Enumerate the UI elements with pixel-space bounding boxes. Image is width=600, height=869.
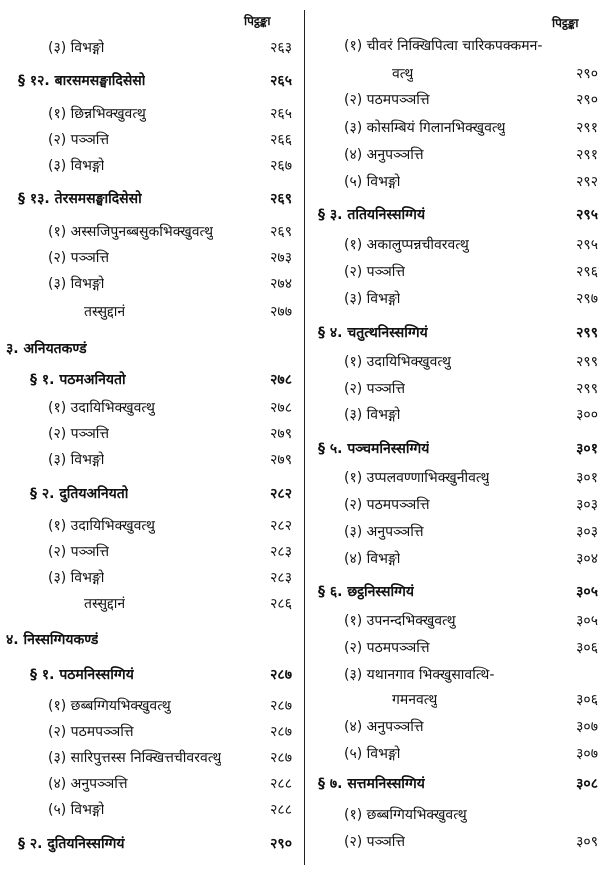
toc-entry-title: (३) विभङ्गो — [344, 291, 401, 307]
toc-item — [0, 154, 300, 178]
toc-page-number: ३०४ — [576, 551, 598, 567]
toc-page-number: २६६ — [270, 132, 292, 148]
toc-entry-title: (४) अनुपञ्ञत्ति — [344, 719, 424, 735]
toc-item — [312, 663, 600, 687]
toc-page-number: २६९ — [270, 191, 292, 207]
toc-summary — [0, 592, 300, 616]
toc-item — [312, 403, 600, 427]
toc-item — [312, 547, 600, 571]
toc-page-number: २६७ — [270, 158, 292, 174]
toc-entry-title: (५) विभङ्गो — [48, 802, 105, 818]
toc-entry-title: § ६. छट्ठनिस्सग्गियं — [318, 584, 415, 600]
toc-entry-title: (४) विभङ्गो — [344, 551, 401, 567]
toc-item — [0, 514, 300, 538]
toc-page-number: २९६ — [576, 264, 598, 280]
toc-item — [0, 798, 300, 822]
page-column-header: पिट्ठङ्का — [244, 14, 271, 28]
toc-page-number: २८३ — [270, 570, 292, 586]
toc-entry-title: (२) पठमपञ्ञत्ति — [344, 640, 430, 656]
toc-page-number: २७८ — [270, 372, 292, 388]
toc-entry-title: (१) छब्बग्गियभिक्खुवत्थु — [48, 698, 171, 714]
toc-page-number: २९० — [576, 66, 598, 82]
toc-section — [312, 580, 600, 604]
toc-page-number: २९९ — [576, 325, 598, 341]
toc-entry-title: ४. निस्सग्गियकण्डं — [6, 632, 99, 648]
toc-entry-title: (४) अनुपञ्ञत्ति — [344, 147, 424, 163]
toc-item — [312, 143, 600, 167]
toc-page-number: २८७ — [270, 750, 292, 766]
toc-item — [312, 377, 600, 401]
toc-item — [0, 272, 300, 296]
toc-entry-title: (१) अकालुप्पन्नचीवरवत्थु — [344, 237, 469, 253]
toc-item — [0, 220, 300, 244]
toc-item — [312, 116, 600, 140]
page-column-header: पिट्ठङ्का — [552, 16, 579, 30]
toc-subsection — [0, 663, 300, 687]
toc-item — [312, 715, 600, 739]
toc-page-number: ३०५ — [576, 613, 598, 629]
toc-page-number: २९९ — [576, 354, 598, 370]
toc-entry-title: (१) अस्सजिपुनब्बसुकभिक्खुवत्थु — [48, 224, 214, 240]
toc-entry-title: तस्सुद्दानं — [84, 596, 126, 612]
toc-item — [0, 694, 300, 718]
toc-entry-title: § २. दुतियअनियतो — [30, 486, 129, 502]
toc-page-number: ३०९ — [576, 834, 598, 850]
toc-page-number: २९१ — [576, 147, 598, 163]
toc-section — [312, 203, 600, 227]
toc-entry-title: (३) विभङ्गो — [48, 452, 105, 468]
toc-entry-title: (१) उदायिभिक्खुवत्थु — [48, 518, 155, 534]
toc-item — [312, 688, 600, 712]
toc-entry-title: § ७. सत्तमनिस्सग्गियं — [318, 776, 425, 792]
toc-entry-title: (१) उदायिभिक्खुवत्थु — [48, 400, 155, 416]
toc-entry-title: (२) पञ्ञत्ति — [48, 132, 110, 148]
toc-entry-title: (५) विभङ्गो — [344, 746, 401, 762]
toc-page-number: ३०६ — [576, 640, 598, 656]
toc-item — [312, 88, 600, 112]
toc-page-number: २९९ — [576, 381, 598, 397]
toc-entry-title: § ५. पञ्चमनिस्सग्गियं — [318, 441, 430, 457]
toc-page-number: ३०८ — [576, 776, 598, 792]
toc-section — [312, 321, 600, 345]
toc-section — [0, 187, 300, 211]
toc-entry-title: (३) सारिपुत्तस्स निक्खित्तचीवरवत्थु — [48, 750, 222, 766]
toc-page-number: ३०३ — [576, 524, 598, 540]
toc-item — [312, 260, 600, 284]
toc-entry-title: (३) विभङ्गो — [48, 276, 105, 292]
toc-page-number: २७३ — [270, 250, 292, 266]
toc-section — [312, 772, 600, 796]
toc-entry-title: वत्थु — [392, 66, 414, 82]
toc-entry-title: § ३. ततियनिस्सग्गियं — [318, 207, 426, 223]
toc-item — [312, 830, 600, 854]
column-divider — [304, 10, 305, 865]
toc-entry-title: (२) पठमपञ्ञत्ति — [344, 92, 430, 108]
toc-page-number: २८३ — [270, 544, 292, 560]
toc-page-number: २९१ — [576, 120, 598, 136]
toc-page-number: २८७ — [270, 724, 292, 740]
toc-page-number: ३०७ — [576, 719, 598, 735]
toc-entry-title: § २. दुतियनिस्सग्गियं — [18, 836, 125, 852]
toc-page-number: २९० — [270, 836, 292, 852]
toc-page-number: ३०५ — [576, 584, 598, 600]
toc-page-number: २७७ — [270, 304, 292, 320]
toc-item — [0, 422, 300, 446]
toc-item — [312, 493, 600, 517]
toc-page-number: २९५ — [576, 207, 598, 223]
toc-entry-title: (३) विभङ्गो — [344, 407, 401, 423]
toc-summary — [0, 300, 300, 324]
toc-item — [312, 803, 600, 827]
toc-page-number: २९५ — [576, 237, 598, 253]
toc-item — [0, 540, 300, 564]
toc-entry-title: (२) पञ्ञत्ति — [48, 426, 110, 442]
toc-item — [312, 742, 600, 766]
toc-item — [0, 36, 300, 60]
toc-entry-title: (१) चीवरं निक्खिपित्वा चारिकपक्कमन- — [344, 38, 543, 54]
toc-entry-title: (१) उदायिभिक्खुवत्थु — [344, 354, 451, 370]
toc-entry-title: ३. अनियतकण्डं — [6, 341, 87, 357]
toc-entry-title: (१) छब्बग्गियभिक्खुवत्थु — [344, 807, 467, 823]
toc-page-number: २७९ — [270, 426, 292, 442]
toc-entry-title: § १३. तेरसमसङ्घादिसेसो — [18, 191, 142, 207]
toc-entry-title: (३) अनुपञ्ञत्ति — [344, 524, 424, 540]
toc-page-number: २६५ — [270, 73, 292, 89]
toc-entry-title: (३) विभङ्गो — [48, 40, 105, 56]
toc-page-number: २७९ — [270, 452, 292, 468]
toc-item — [312, 520, 600, 544]
toc-page-number: ३०३ — [576, 497, 598, 513]
toc-item — [0, 396, 300, 420]
toc-entry-title: (३) यथानगाव भिक्खुसावत्थि- — [344, 667, 495, 683]
toc-entry-title: (१) उपनन्दभिक्खुवत्थु — [344, 613, 456, 629]
toc-page-number: ३०१ — [576, 470, 598, 486]
toc-entry-title: गमनवत्थु — [392, 692, 438, 708]
toc-entry-title: (४) अनुपञ्ञत्ति — [48, 776, 128, 792]
toc-page-number: २६५ — [270, 106, 292, 122]
toc-page-number: २६९ — [270, 224, 292, 240]
toc-section — [0, 69, 300, 93]
toc-entry-title: § ४. चतुत्थनिस्सग्गियं — [318, 325, 428, 341]
toc-entry-title: (२) पञ्ञत्ति — [48, 544, 110, 560]
toc-section — [312, 437, 600, 461]
toc-item — [312, 609, 600, 633]
toc-section — [0, 832, 300, 856]
toc-entry-title: (१) छिन्नभिक्खुवत्थु — [48, 106, 146, 122]
toc-page-number: ३०६ — [576, 692, 598, 708]
toc-page-number: २८८ — [270, 802, 292, 818]
toc-entry-title: तस्सुद्दानं — [84, 304, 126, 320]
toc-item — [0, 448, 300, 472]
toc-item — [312, 233, 600, 257]
toc-page-number: २७४ — [270, 276, 292, 292]
toc-entry-title: § १. पठमअनियतो — [30, 372, 126, 388]
toc-subsection — [0, 482, 300, 506]
toc-page-number: २९२ — [576, 174, 598, 190]
toc-item — [312, 350, 600, 374]
toc-page-number: २९० — [576, 92, 598, 108]
toc-item — [312, 466, 600, 490]
toc-entry-title: (३) विभङ्गो — [48, 158, 105, 174]
toc-entry-title: (३) विभङ्गो — [48, 570, 105, 586]
toc-entry-title: (१) उप्पलवण्णाभिक्खुनीवत्थु — [344, 470, 490, 486]
toc-entry-title: (३) कोसम्बियं गिलानभिक्खुवत्थु — [344, 120, 506, 136]
toc-subsection — [0, 368, 300, 392]
toc-page-number: २९७ — [576, 291, 598, 307]
toc-page-number: २८६ — [270, 596, 292, 612]
toc-entry-title: § १२. बारसमसङ्घादिसेसो — [18, 73, 146, 89]
toc-page-number: २८७ — [270, 667, 292, 683]
toc-item — [312, 636, 600, 660]
toc-entry-title: (२) पठमपञ्ञत्ति — [344, 497, 430, 513]
toc-entry-title: (२) पञ्ञत्ति — [344, 381, 406, 397]
toc-item — [312, 287, 600, 311]
toc-item — [0, 102, 300, 126]
toc-item — [312, 34, 600, 58]
toc-page-number: २८२ — [270, 518, 292, 534]
toc-item — [0, 746, 300, 770]
toc-item — [312, 170, 600, 194]
toc-page-number: ३०७ — [576, 746, 598, 762]
toc-entry-title: (२) पञ्ञत्ति — [344, 264, 406, 280]
toc-page-number: २८७ — [270, 698, 292, 714]
toc-item — [312, 62, 600, 86]
toc-entry-title: § १. पठमनिस्सग्गियं — [30, 667, 134, 683]
toc-page-number: २८८ — [270, 776, 292, 792]
toc-page-number: २६३ — [270, 40, 292, 56]
toc-item — [0, 246, 300, 270]
toc-entry-title: (२) पठमपञ्ञत्ति — [48, 724, 134, 740]
toc-page-number: ३०० — [576, 407, 598, 423]
toc-entry-title: (२) पञ्ञत्ति — [344, 834, 406, 850]
toc-item — [0, 720, 300, 744]
toc-item — [0, 772, 300, 796]
toc-page-number: २७८ — [270, 400, 292, 416]
toc-page-number: २८२ — [270, 486, 292, 502]
toc-page-number: ३०१ — [576, 441, 598, 457]
toc-chapter — [0, 628, 300, 652]
toc-item — [0, 128, 300, 152]
toc-item — [0, 566, 300, 590]
toc-entry-title: (२) पञ्ञत्ति — [48, 250, 110, 266]
toc-chapter — [0, 337, 300, 361]
toc-entry-title: (५) विभङ्गो — [344, 174, 401, 190]
